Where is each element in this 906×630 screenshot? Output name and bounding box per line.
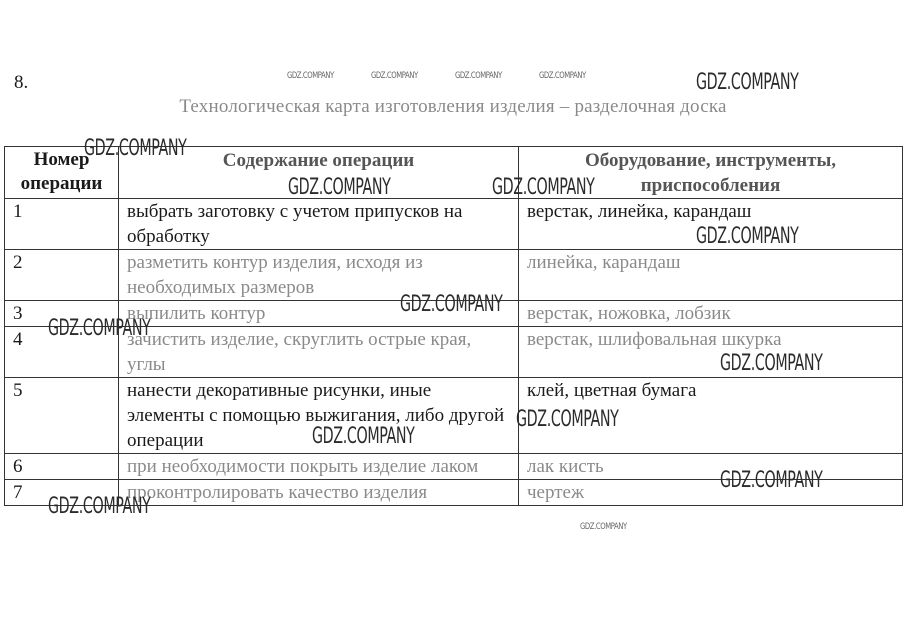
- equipment-cell: линейка, карандаш: [519, 250, 903, 301]
- operation-number-cell: 3: [5, 301, 119, 327]
- operation-content-cell: зачистить изделие, скруглить острые края, углы: [119, 327, 519, 378]
- watermark-text: GDZ.COMPANY: [371, 71, 418, 81]
- watermark-text: GDZ.COMPANY: [312, 424, 415, 449]
- watermark-text: GDZ.COMPANY: [696, 224, 799, 249]
- watermark-text: GDZ.COMPANY: [539, 71, 586, 81]
- watermark-text: GDZ.COMPANY: [580, 522, 627, 532]
- operation-number-cell: 6: [5, 454, 119, 480]
- watermark-text: GDZ.COMPANY: [696, 70, 799, 95]
- watermark-text: GDZ.COMPANY: [288, 175, 391, 200]
- equipment-cell: верстак, линейка, карандаш: [519, 199, 903, 250]
- equipment-cell: верстак, шлифовальная шкурка: [519, 327, 903, 378]
- operation-content-cell: выбрать заготовку с учетом припусков на обработку: [119, 199, 519, 250]
- header-equipment: Оборудование, инструменты, приспособления: [519, 147, 903, 199]
- watermark-text: GDZ.COMPANY: [400, 292, 503, 317]
- operation-content-cell: нанести декоративные рисунки, иные элементы с помощью выжигания, либо другой операции: [119, 378, 519, 454]
- equipment-cell: верстак, ножовка, лобзик: [519, 301, 903, 327]
- operation-content-cell: проконтролировать качество изделия: [119, 480, 519, 506]
- document-title: Технологическая карта изготовления изделия – разделочная доска: [179, 96, 727, 117]
- equipment-cell: клей, цветная бумага: [519, 378, 903, 454]
- operation-number-cell: 2: [5, 250, 119, 301]
- watermark-text: GDZ.COMPANY: [48, 316, 151, 341]
- watermark-text: GDZ.COMPANY: [720, 468, 823, 493]
- watermark-text: GDZ.COMPANY: [720, 351, 823, 376]
- operation-number-cell: 4: [5, 327, 119, 378]
- operation-content-cell: выпилить контур: [119, 301, 519, 327]
- watermark-text: GDZ.COMPANY: [48, 494, 151, 519]
- operation-number-cell: 7: [5, 480, 119, 506]
- operation-number-cell: 1: [5, 199, 119, 250]
- equipment-cell: чертеж: [519, 480, 903, 506]
- watermark-text: GDZ.COMPANY: [455, 71, 502, 81]
- operation-content-cell: разметить контур изделия, исходя из необходимых размеров: [119, 250, 519, 301]
- watermark-text: GDZ.COMPANY: [492, 175, 595, 200]
- header-operation-content: Содержание операции: [119, 147, 519, 199]
- header-operation-number: Номер операции: [5, 147, 119, 199]
- equipment-cell: лак кисть: [519, 454, 903, 480]
- table-row: [5, 378, 903, 454]
- operation-content-cell: при необходимости покрыть изделие лаком: [119, 454, 519, 480]
- watermark-text: GDZ.COMPANY: [84, 136, 187, 161]
- task-number: 8.: [14, 72, 29, 93]
- operation-number-cell: 5: [5, 378, 119, 454]
- watermark-text: GDZ.COMPANY: [287, 71, 334, 81]
- watermark-text: GDZ.COMPANY: [516, 407, 619, 432]
